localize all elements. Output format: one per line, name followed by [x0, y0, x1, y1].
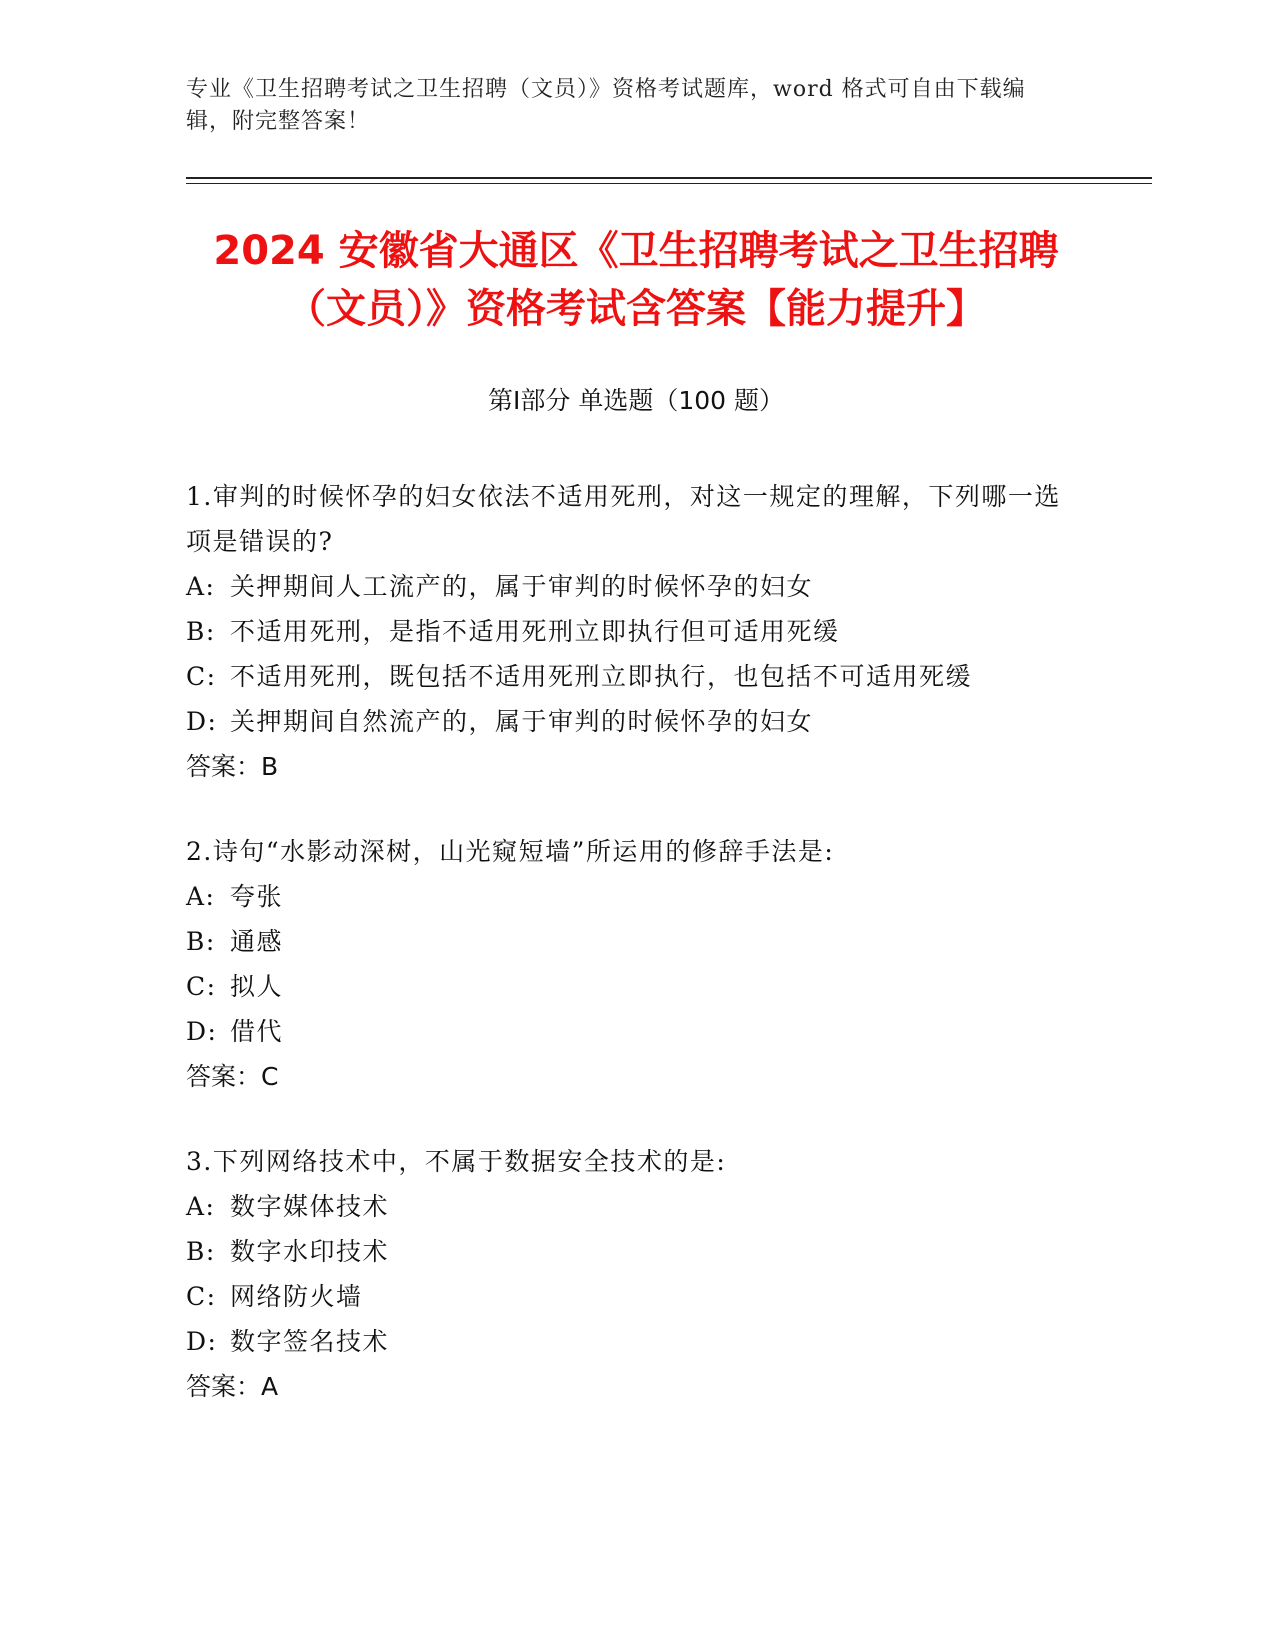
option-key: B: — [186, 1237, 216, 1266]
question-1 — [186, 474, 1066, 789]
option-key: C: — [186, 662, 217, 691]
option-c — [186, 1274, 1066, 1319]
option-c — [186, 654, 1066, 699]
option-a — [186, 874, 1066, 919]
option-d — [186, 699, 1066, 744]
option-text: 网络防火墙 — [230, 1282, 363, 1311]
option-d — [186, 1319, 1066, 1364]
option-key: D: — [186, 707, 218, 736]
option-text: 拟人 — [230, 972, 284, 1001]
question-3 — [186, 1139, 1066, 1409]
option-text: 数字媒体技术 — [230, 1192, 390, 1221]
option-b — [186, 609, 1066, 654]
option-key: C: — [186, 972, 217, 1001]
option-key: B: — [186, 617, 216, 646]
option-text: 借代 — [230, 1017, 284, 1046]
document-title: 2024 安徽省大通区《卫生招聘考试之卫生招聘（文员）》资格考试含答案【能力提升】 — [213, 228, 1059, 332]
option-text: 关押期间人工流产的，属于审判的时候怀孕的妇女 — [230, 572, 814, 601]
option-c — [186, 964, 1066, 1009]
answer: 答案：A — [186, 1372, 279, 1401]
header-divider-thin — [186, 183, 1152, 184]
answer: 答案：C — [186, 1062, 279, 1091]
option-key: A: — [186, 882, 216, 911]
option-key: B: — [186, 927, 216, 956]
option-text: 不适用死刑，是指不适用死刑立即执行但可适用死缓 — [230, 617, 840, 646]
option-a — [186, 1184, 1066, 1229]
option-text: 夸张 — [230, 882, 284, 911]
question-stem: 1.审判的时候怀孕的妇女依法不适用死刑，对这一规定的理解，下列哪一选项是错误的? — [186, 482, 1061, 556]
option-text: 通感 — [230, 927, 284, 956]
option-a — [186, 564, 1066, 609]
option-text: 关押期间自然流产的，属于审判的时候怀孕的妇女 — [230, 707, 814, 736]
question-2 — [186, 829, 1066, 1099]
option-text: 数字签名技术 — [230, 1327, 390, 1356]
option-key: C: — [186, 1282, 217, 1311]
header-note: 专业《卫生招聘考试之卫生招聘（文员）》资格考试题库，word 格式可自由下载编辑，附完整答案！ — [186, 77, 1026, 134]
question-stem: 3.下列网络技术中，不属于数据安全技术的是: — [186, 1147, 727, 1176]
section-title: 第Ⅰ部分 单选题（100 题） — [488, 386, 784, 415]
question-list — [186, 474, 1066, 1449]
option-b — [186, 1229, 1066, 1274]
option-d — [186, 1009, 1066, 1054]
header-divider — [186, 177, 1152, 179]
option-key: D: — [186, 1017, 218, 1046]
option-key: A: — [186, 572, 216, 601]
option-key: D: — [186, 1327, 218, 1356]
option-key: A: — [186, 1192, 216, 1221]
option-b — [186, 919, 1066, 964]
question-stem: 2.诗句“水影动深树，山光窥短墙”所运用的修辞手法是: — [186, 837, 835, 866]
answer: 答案：B — [186, 752, 279, 781]
option-text: 不适用死刑，既包括不适用死刑立即执行，也包括不可适用死缓 — [230, 662, 973, 691]
option-text: 数字水印技术 — [230, 1237, 390, 1266]
